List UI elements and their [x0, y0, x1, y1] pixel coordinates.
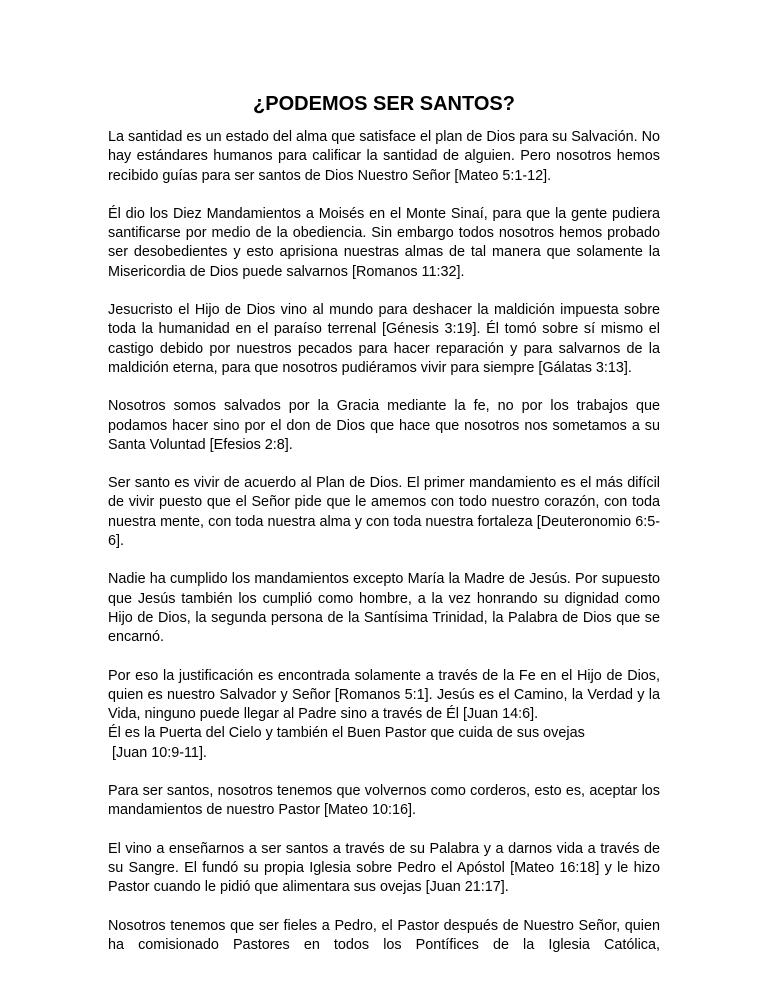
paragraph-text: Nadie ha cumplido los mandamientos excepto María la Madre de Jesús. Por supuesto que Jesús también los cumplió como hombre, a la vez honrando su dignidad como Hijo de Dios, la segunda persona de la Santísima Trinidad, la Palabra de Dios que se encarnó.	[108, 571, 660, 646]
paragraph-4	[108, 397, 660, 455]
paragraph-10	[108, 917, 660, 956]
paragraph-text-line: Él es la Puerta del Cielo y también el Buen Pastor que cuida de sus ovejas	[108, 725, 585, 742]
paragraph-text: Ser santo es vivir de acuerdo al Plan de Dios. El primer mandamiento es el más difícil de vivir puesto que el Señor pide que le amemos con todo nuestro corazón, con toda nuestra mente, con toda nuestra alma y con toda nuestra fortaleza [Deuteronomio 6:5-6].	[108, 475, 660, 550]
paragraph-text: La santidad es un estado del alma que satisface el plan de Dios para su Salvación. No hay estándares humanos para calificar la santidad de alguien. Pero nosotros hemos recibido guías para ser santos de Dios Nuestro Señor [Mateo 5:1-12].	[108, 129, 660, 184]
paragraph-3	[108, 301, 660, 378]
paragraph-9	[108, 840, 660, 898]
paragraph-6	[108, 570, 660, 647]
paragraph-text: Jesucristo el Hijo de Dios vino al mundo para deshacer la maldición impuesta sobre toda la humanidad en el paraíso terrenal [Génesis 3:19]. Él tomó sobre sí mismo el castigo debido por nuestros pecados para hacer reparación y para salvarnos de la maldición eterna, para que nosotros pudiéramos vivir para siempre [Gálatas 3:13].	[108, 302, 660, 376]
document-page	[108, 92, 660, 974]
paragraph-7	[108, 667, 660, 763]
paragraph-5	[108, 474, 660, 551]
paragraph-text: Nosotros tenemos que ser fieles a Pedro, el Pastor después de Nuestro Señor, quien ha comisionado Pastores en todos los Pontífices de la Iglesia Católica,	[108, 917, 660, 953]
paragraph-text: Nosotros somos salvados por la Gracia mediante la fe, no por los trabajos que podamos hacer sino por el don de Dios que hace que nosotros nos sometamos a su Santa Voluntad [Efesios 2:8].	[108, 398, 660, 453]
paragraph-2	[108, 205, 660, 282]
paragraph-text: El vino a enseñarnos a ser santos a través de su Palabra y a darnos vida a través de su Sangre. El fundó su propia Iglesia sobre Pedro el Apóstol [Mateo 16:18] y le hizo Pastor cuando le pidió que alimentara sus ovejas [Juan 21:17].	[108, 840, 660, 896]
paragraph-1	[108, 128, 660, 186]
paragraph-text: Por eso la justificación es encontrada solamente a través de la Fe en el Hijo de Dios, quien es nuestro Salvador y Señor [Romanos 5:1]. Jesús es el Camino, la Verdad y la Vida, ninguno puede llegar al Padre sino a través de Él [Juan 14:6].	[108, 667, 660, 723]
paragraph-text-line: [Juan 10:9-11].	[108, 744, 207, 761]
paragraph-text: Para ser santos, nosotros tenemos que volvernos como corderos, esto es, aceptar los mandamientos de nuestro Pastor [Mateo 10:16].	[108, 783, 660, 819]
paragraph-text: Él dio los Diez Mandamientos a Moisés en el Monte Sinaí, para que la gente pudiera santificarse por medio de la obediencia. Sin embargo todos nosotros hemos probado ser desobedientes y esto aprisiona nuestras almas de tal manera que solamente la Misericordia de Dios puede salvarnos [Romanos 11:32].	[108, 205, 660, 280]
paragraph-8	[108, 782, 660, 821]
page-title: ¿PODEMOS SER SANTOS?	[253, 93, 515, 115]
